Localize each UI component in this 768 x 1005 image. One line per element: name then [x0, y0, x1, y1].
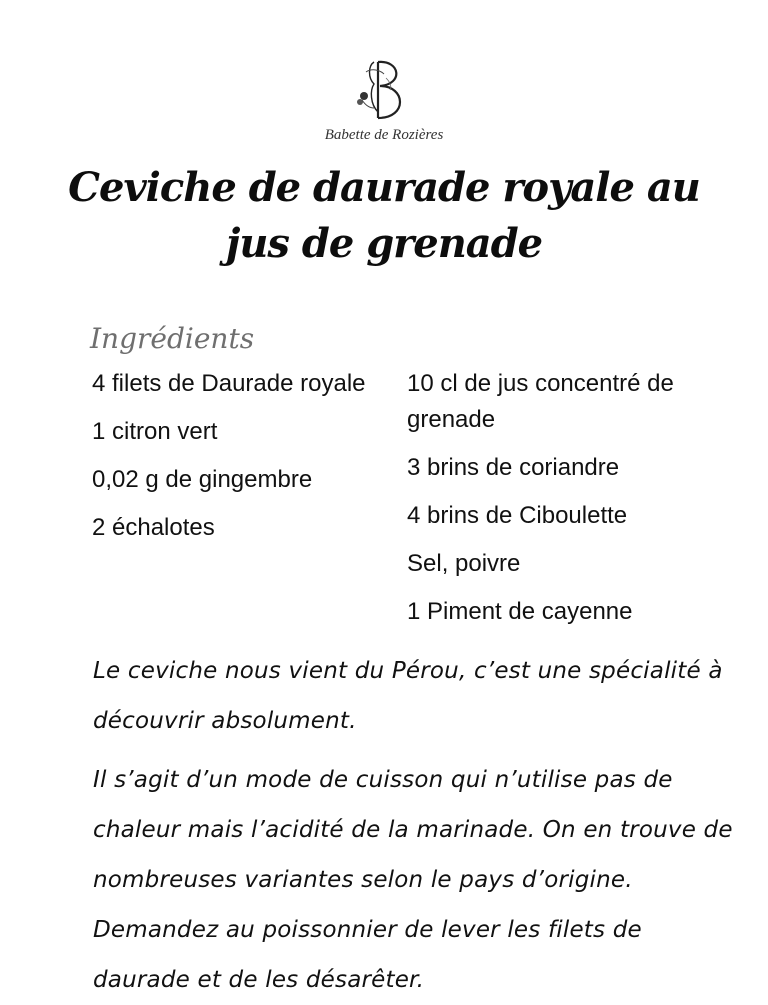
ingredient-item: 4 brins de Ciboulette: [407, 502, 628, 529]
description-paragraph: Il s’agit d’un mode de cuisson qui n’utilise pas de chaleur mais l’acidité de la marinade. On en trouve de nombreuses variantes selon le pays d’origine. Demandez au poissonnier de lever les filets de daurade et de les désarêter.: [93, 767, 733, 993]
description-paragraph: Le ceviche nous vient du Pérou, c’est une spécialité à découvrir absolument.: [93, 658, 723, 734]
ingredient-item: Sel, poivre: [407, 550, 521, 577]
ingredients-heading: Ingrédients: [90, 322, 255, 355]
brand-signature: Babette de Rozières: [324, 127, 444, 143]
ingredient-item: 10 cl de jus concentré de grenade: [407, 370, 674, 433]
ingredient-item: 4 filets de Daurade royale: [92, 370, 366, 397]
ingredient-item: 0,02 g de gingembre: [92, 466, 313, 493]
ingredient-item: 1 citron vert: [92, 418, 218, 445]
ingredient-item: 1 Piment de cayenne: [407, 598, 633, 625]
ingredients-column-right: [407, 366, 707, 642]
ingredients-column-left: [92, 366, 382, 558]
brand-monogram-logo: [344, 56, 424, 128]
ingredient-item: 3 brins de coriandre: [407, 454, 620, 481]
recipe-title: Ceviche de daurade royale au jus de grenade: [68, 164, 700, 267]
ingredient-item: 2 échalotes: [92, 514, 215, 541]
